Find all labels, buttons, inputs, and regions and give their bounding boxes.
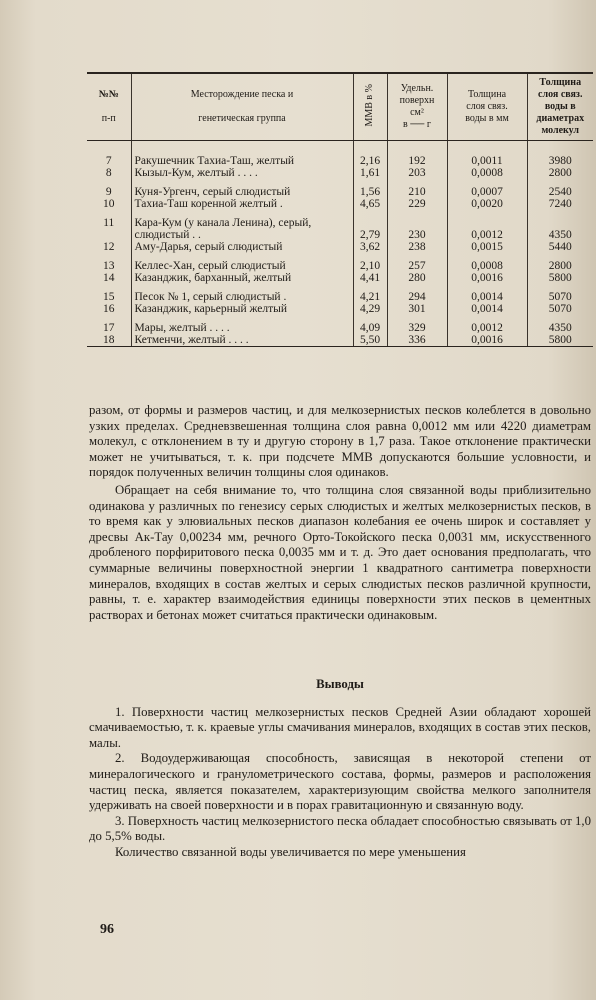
spacer-cell (353, 141, 387, 156)
mmv-value: 2,79 (353, 229, 387, 241)
spacer-cell (527, 315, 593, 322)
conclusions-heading: Выводы (316, 677, 364, 691)
mmv-value: 4,65 (353, 198, 387, 210)
surface-value: 257 (387, 260, 447, 272)
deposit-name: Кара-Кум (у канала Ленина), серый, (131, 217, 353, 229)
spacer-cell (353, 253, 387, 260)
spacer-cell (131, 210, 353, 217)
spacer-cell (387, 141, 447, 156)
spacer-cell (527, 284, 593, 291)
spacer-cell (131, 179, 353, 186)
mmv-value (353, 217, 387, 229)
spacer-cell (447, 253, 527, 260)
spacer-cell (131, 315, 353, 322)
spacer-cell (87, 284, 131, 291)
mmv-value: 4,41 (353, 272, 387, 284)
surface-value: 294 (387, 291, 447, 303)
mmv-value: 1,56 (353, 186, 387, 198)
deposit-name: Песок № 1, серый слюдистый . (131, 291, 353, 303)
table-spacer-row (87, 284, 593, 291)
thickness-diam-value: 3980 (527, 155, 593, 167)
mmv-value: 4,29 (353, 303, 387, 315)
body-text (89, 403, 591, 623)
header-mmv: ММВ в % (353, 73, 387, 141)
spacer-cell (131, 284, 353, 291)
thickness-mm-value: 0,0020 (447, 198, 527, 210)
surface-value: 203 (387, 167, 447, 179)
spacer-cell (527, 179, 593, 186)
thickness-mm-value: 0,0015 (447, 241, 527, 253)
spacer-cell (87, 253, 131, 260)
data-table (87, 72, 593, 347)
table-body (87, 141, 593, 347)
spacer-cell (131, 141, 353, 156)
table-spacer-row (87, 315, 593, 322)
spacer-cell (353, 210, 387, 217)
thickness-diam-value: 2800 (527, 260, 593, 272)
thickness-diam-value: 5800 (527, 334, 593, 347)
header-deposit: Месторождение песка и генетическая группа (131, 73, 353, 141)
mmv-value: 4,21 (353, 291, 387, 303)
spacer-cell (387, 210, 447, 217)
deposit-name: Кызыл-Кум, желтый . . . . (131, 167, 353, 179)
thickness-mm-value (447, 217, 527, 229)
conclusion-2: 2. Водоудерживающая способность, зависящая в некоторой степени от минералогического и гранулометрического состава, формы, размеров и расположения частиц песка, является показателем, характеризующим свойства мелкого заполнителя удерживать на своей поверхности и в порах гравитационную и связанную воду. (89, 751, 591, 813)
spacer-cell (387, 315, 447, 322)
row-number: 10 (103, 198, 115, 210)
row-number: 16 (103, 303, 115, 315)
row-number: 8 (105, 167, 112, 179)
mmv-value: 3,62 (353, 241, 387, 253)
thickness-mm-value: 0,0011 (447, 155, 527, 167)
table-row (87, 217, 593, 229)
surface-value: 210 (387, 186, 447, 198)
surface-value: 238 (387, 241, 447, 253)
spacer-cell (387, 253, 447, 260)
thickness-mm-value: 0,0007 (447, 186, 527, 198)
row-number: 15 (103, 291, 115, 303)
row-number: 17 (103, 322, 115, 334)
row-number (87, 229, 131, 241)
surface-value (387, 217, 447, 229)
thickness-diam-value: 5800 (527, 272, 593, 284)
thickness-mm-value: 0,0012 (447, 322, 527, 334)
spacer-cell (387, 179, 447, 186)
table-row (87, 186, 593, 198)
thickness-mm-value: 0,0014 (447, 291, 527, 303)
deposit-name: Кетменчи, желтый . . . . (131, 334, 353, 347)
row-number: 11 (103, 217, 115, 229)
spacer-cell (87, 210, 131, 217)
deposit-name: Казанджик, карьерный желтый (131, 303, 353, 315)
table-spacer-row (87, 179, 593, 186)
deposit-name: Куня-Ургенч, серый слюдистый (131, 186, 353, 198)
table-row (87, 198, 593, 210)
header-thickness-diam: Толщина слоя связ. воды в диаметрах молекул (527, 73, 593, 141)
thickness-mm-value: 0,0008 (447, 260, 527, 272)
thickness-diam-value: 4350 (527, 322, 593, 334)
header-surface: Удельн. поверхн см² в ── г (387, 73, 447, 141)
thickness-diam-value: 4350 (527, 229, 593, 241)
spacer-cell (447, 284, 527, 291)
spacer-cell (353, 284, 387, 291)
deposit-name: Мары, желтый . . . . (131, 322, 353, 334)
mmv-value: 5,50 (353, 334, 387, 347)
conclusions-section (89, 677, 591, 861)
deposit-name: слюдистый . . (131, 229, 353, 241)
thickness-mm-value: 0,0016 (447, 334, 527, 347)
table-row (87, 167, 593, 179)
table-row (87, 334, 593, 347)
paragraph-continuation: разом, от формы и размеров частиц, и для мелкозернистых песков колеблется в довольно узких пределах. Средневзвешенная толщина слоя равна 0,0012 мм или 4220 диаметрам молекул, с отклонением в ту и другую сторону в 1,7 раза. Такое отклонение практически может не учитываться, т. к. при подсчете ММВ допускаются большие условности, и порядок полученных величин толщины слоя одинаков. (89, 403, 591, 480)
surface-value: 230 (387, 229, 447, 241)
deposit-name: Ракушечник Тахиа-Таш, желтый (131, 155, 353, 167)
deposit-name: Тахиа-Таш коренной желтый . (131, 198, 353, 210)
surface-value: 329 (387, 322, 447, 334)
surface-value: 336 (387, 334, 447, 347)
spacer-cell (87, 179, 131, 186)
thickness-diam-value (527, 217, 593, 229)
spacer-cell (387, 284, 447, 291)
deposit-name: Казанджик, барханный, желтый (131, 272, 353, 284)
header-thickness-mm: Толщина слоя связ. воды в мм (447, 73, 527, 141)
spacer-cell (131, 253, 353, 260)
table-row (87, 291, 593, 303)
spacer-cell (447, 141, 527, 156)
thickness-diam-value: 5070 (527, 303, 593, 315)
table-row (87, 241, 593, 253)
row-number: 9 (105, 186, 112, 198)
thickness-mm-value: 0,0014 (447, 303, 527, 315)
row-number: 7 (105, 155, 112, 167)
thickness-mm-value: 0,0016 (447, 272, 527, 284)
conclusion-4: Количество связанной воды увеличивается по мере уменьшения (115, 844, 466, 859)
mmv-value: 1,61 (353, 167, 387, 179)
table-spacer-row (87, 210, 593, 217)
spacer-cell (87, 315, 131, 322)
thickness-diam-value: 2800 (527, 167, 593, 179)
deposit-name: Аму-Дарья, серый слюдистый (131, 241, 353, 253)
deposit-name: Келлес-Хан, серый слюдистый (131, 260, 353, 272)
thickness-mm-value: 0,0008 (447, 167, 527, 179)
thickness-diam-value: 5070 (527, 291, 593, 303)
thickness-diam-value: 5440 (527, 241, 593, 253)
spacer-cell (527, 253, 593, 260)
table-row (87, 260, 593, 272)
surface-value: 301 (387, 303, 447, 315)
mmv-value: 2,10 (353, 260, 387, 272)
table-row (87, 155, 593, 167)
page-number: 96 (100, 922, 114, 937)
surface-value: 192 (387, 155, 447, 167)
spacer-cell (447, 315, 527, 322)
table-header-row (87, 73, 593, 141)
spacer-cell (447, 210, 527, 217)
table-row (87, 229, 593, 241)
spacer-cell (353, 179, 387, 186)
mmv-value: 4,09 (353, 322, 387, 334)
header-num: №№ п-п (87, 73, 131, 141)
spacer-cell (447, 179, 527, 186)
row-number: 13 (103, 260, 115, 272)
conclusion-1: 1. Поверхности частиц мелкозернистых песков Средней Азии обладают хорошей смачиваемостью, т. к. краевые углы смачивания минералов, входящих в состав этих песков, малы. (89, 704, 591, 750)
spacer-cell (527, 210, 593, 217)
table-row (87, 303, 593, 315)
table-spacer-row (87, 253, 593, 260)
thickness-diam-value: 2540 (527, 186, 593, 198)
table-row (87, 322, 593, 334)
spacer-cell (527, 141, 593, 156)
conclusion-3: 3. Поверхность частиц мелкозернистого песка обладает способностью связывать от 1,0 до 5,5% воды. (89, 813, 592, 844)
spacer-cell (353, 315, 387, 322)
table-spacer-row (87, 141, 593, 156)
spacer-cell (87, 141, 131, 156)
row-number: 12 (103, 241, 115, 253)
table-row (87, 272, 593, 284)
paragraph-2: Обращает на себя внимание то, что толщина слоя связанной воды приблизительно одинакова у различных по генезису серых слюдистых и желтых мелкозернистых песков, в то время как у элювиальных песков диапазон колебания ее очень широк и составляет у дресвы Ак-Тау 0,00234 мм, речного Орто-Токойского песка 0,0031 мм, искусственного дробленого порфиритового песка 0,0035 мм и т. д. Это дает основания предполагать, что суммарные величины поверхностной энергии 1 квадратного сантиметра поверхности минералов, входящих в состав желтых и серых слюдистых песков различной крупности, равны, т. е. характер взаимодействия единицы поверхности этих песков в цементных растворах и бетонах может считаться практически одинаковым. (89, 482, 591, 622)
thickness-mm-value: 0,0012 (447, 229, 527, 241)
mmv-value: 2,16 (353, 155, 387, 167)
row-number: 18 (87, 334, 131, 347)
thickness-diam-value: 7240 (527, 198, 593, 210)
row-number: 14 (103, 272, 115, 284)
surface-value: 280 (387, 272, 447, 284)
surface-value: 229 (387, 198, 447, 210)
